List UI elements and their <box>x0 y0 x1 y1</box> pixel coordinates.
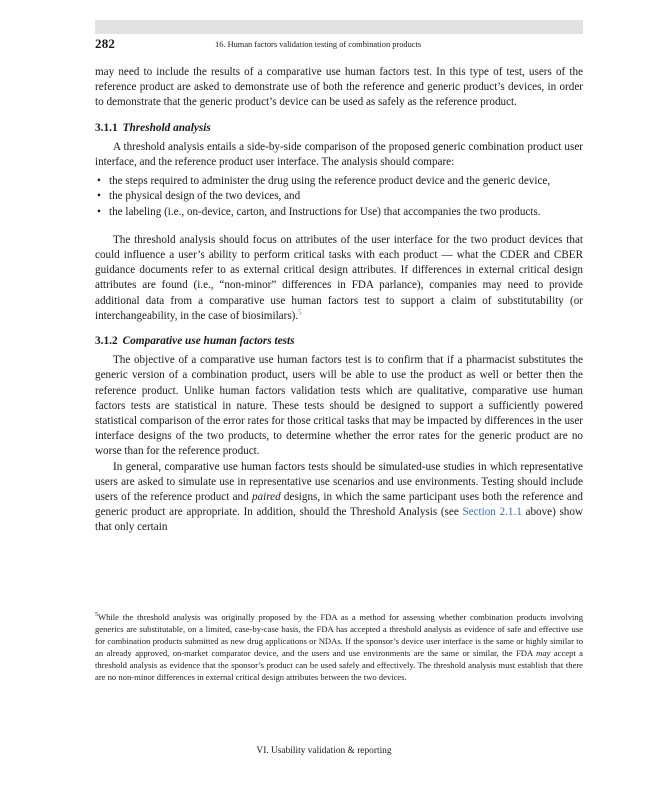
footnote <box>95 612 583 683</box>
compare-list <box>95 174 583 220</box>
section-3-1-1-heading <box>95 121 583 136</box>
header-bar <box>95 20 583 34</box>
footnote-text: While the threshold analysis was originally proposed by the FDA as a method for assessing whether combination products involving generics are substitutable, on a limited, case-by-case basis, the FDA has accepted a threshold analysis as evidence of safe and effective use for combination products submitted as new drug applications or NDAs. If the sponsor’s device user interface is the same or highly similar to an already approved, on-market comparator device, and the users and use environments are the same or similar, the FDA <box>95 612 583 658</box>
text-run: In general, comparative use human factors tests should be simulated-use studies in which representative users are asked to simulate use in representative use scenarios and use environments. Testing should include users of the reference product and <box>95 460 583 504</box>
text-run: above) show that only certain <box>95 506 583 534</box>
footnote-text: accept a threshold analysis as evidence that the sponsor’s product can be used safely and effectively. The threshold analysis must establish that there are no non-minor differences in external critical design attributes between the two devices. <box>95 647 583 682</box>
section-3-1-2-heading <box>95 334 583 349</box>
footnote-marker: 5 <box>95 612 98 619</box>
section-title: Comparative use human factors tests <box>122 335 295 348</box>
comparative-paragraph-2 <box>95 460 583 536</box>
page-header <box>95 36 583 54</box>
page-footer: VI. Usability validation & reporting <box>256 746 392 756</box>
section-title: Threshold analysis <box>122 121 211 134</box>
footnote-italic: may <box>536 647 551 658</box>
list-item: • the steps required to administer the drug using the reference product device and the generic device, <box>95 174 583 189</box>
text-run: designs, in which the same participant uses both the reference and generic product are appropriate. In addition, should the Threshold Analysis (see <box>95 491 583 519</box>
italic-run: paired <box>251 491 281 504</box>
footnote-ref-link[interactable]: 5 <box>298 308 302 317</box>
section-link[interactable]: Section 2.1.1 <box>462 506 522 519</box>
page-body <box>95 65 583 536</box>
list-item: • the labeling (i.e., on-device, carton, and Instructions for Use) that accompanies the two products. <box>95 205 583 220</box>
list-item: • the physical design of the two devices, and <box>95 189 583 204</box>
threshold-paragraph-2 <box>95 233 583 324</box>
section-number: 3.1.1 <box>95 121 118 134</box>
intro-paragraph: may need to include the results of a comparative use human factors test. In this type of test, users of the reference product are asked to demonstrate use of both the reference and generic product’s devices, in order to demonstrate that the generic product’s device can be used as safely as the reference product. <box>95 66 583 109</box>
threshold-paragraph-2-text: The threshold analysis should focus on attributes of the user interface for the two product devices that could influence a user’s ability to perform critical tasks with each product — what the CDER and CBER guidance documents refer to as external critical design attributes. If differences in external critical design attributes are found (i.e., “non-minor” differences in FDA parlance), companies may need to provide additional data from a comparative use human factors test to support a claim of substitutability (or interchangeability, in the case of biosimilars). <box>95 233 583 322</box>
comparative-paragraph-1: The objective of a comparative use human factors test is to confirm that if a pharmacist substitutes the generic version of a combination product, users will be able to use the product as well or better then the reference product. Unlike human factors validation tests which are qualitative, comparative use human factors tests are statistical in nature. These tests should be designed to support a sufficiently powered statistical comparison of the error rates for those critical tasks that may be impacted by differences in the user interface designs of the two products, to determine whether the error rates for the generic product are no worse than for the reference product. <box>95 354 583 458</box>
section-number: 3.1.2 <box>95 335 118 348</box>
page-number: 282 <box>95 36 116 51</box>
running-head: 16. Human factors validation testing of combination products <box>215 40 422 49</box>
threshold-paragraph-1: A threshold analysis entails a side-by-side comparison of the proposed generic combination product user interface, and the reference product user interface. The analysis should compare: <box>95 140 583 169</box>
